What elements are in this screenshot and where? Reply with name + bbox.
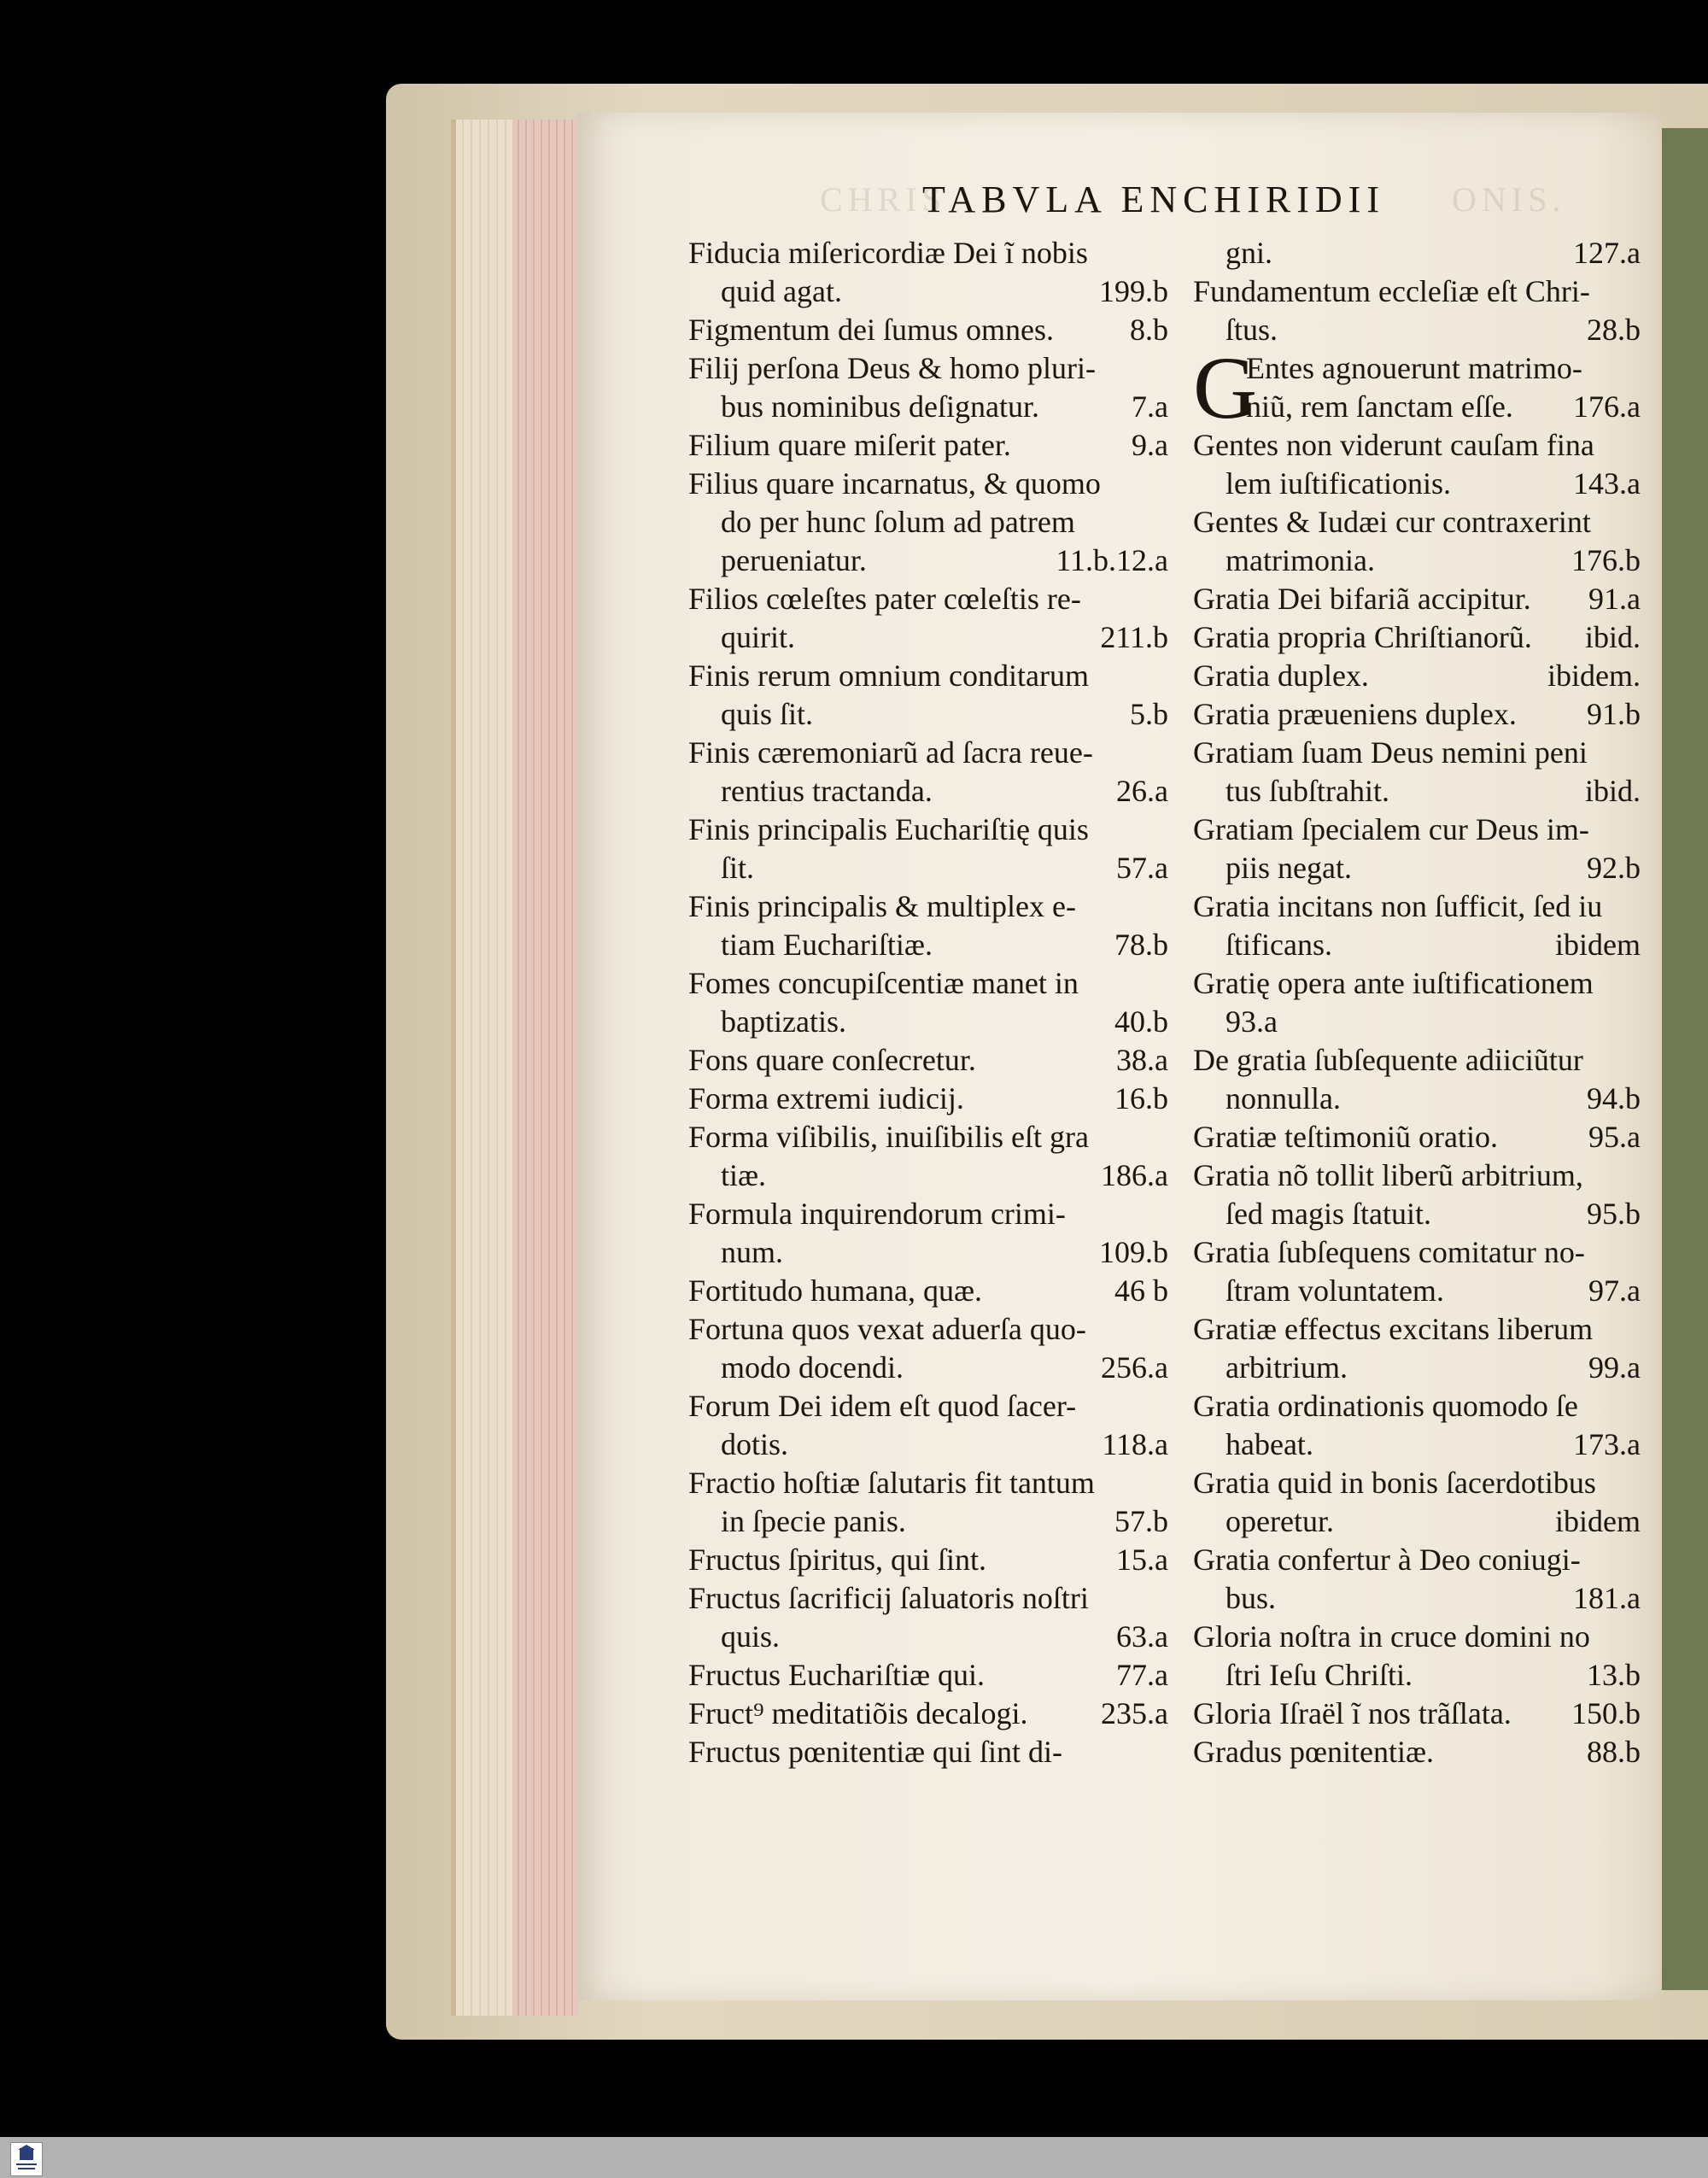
entry-text: Gratiæ teſtimoniũ oratio. [1193,1120,1498,1154]
entry-line [1193,311,1646,349]
page-reference: 77.a [1116,1658,1168,1692]
entry-line [688,388,1173,426]
page-reference: 95.b [1587,1197,1641,1231]
entry-text: Finis principalis Euchariſtię quis [688,812,1089,846]
entry-text: Gratia Dei bifariã accipitur. [1193,582,1531,616]
entry-line [688,1656,1173,1695]
entry-line [688,426,1173,465]
index-entry [688,1656,1173,1695]
index-entry [1193,618,1646,657]
entry-line [1193,849,1646,887]
index-entry [688,349,1173,426]
entry-line [688,1349,1173,1387]
entry-line [688,1502,1173,1541]
page-reference: ibidem [1555,928,1641,962]
entry-text: Gratiam ſpecialem cur Deus im- [1193,812,1589,846]
entry-text: Gratia præueniens duplex. [1193,697,1517,731]
entry-line [688,1618,1173,1656]
page-reference: 118.a [1102,1427,1168,1461]
index-entry [688,734,1173,811]
index-entry [688,887,1173,964]
entry-text: Figmentum dei ſumus omnes. [688,313,1054,347]
entry-line [1193,926,1646,964]
index-entry [1193,1387,1646,1464]
page-reference: 7.a [1132,389,1168,424]
page-reference: 150.b [1571,1696,1641,1730]
entry-text: Filius quare incarnatus, & quomo [688,466,1101,501]
entry-text: ſed magis ſtatuit. [1225,1197,1431,1231]
entry-line [1193,1502,1646,1541]
entry-line [688,695,1173,734]
entry-line [1193,503,1646,542]
entry-line [1193,734,1646,772]
entry-line [688,1233,1173,1272]
right-cover-board [1662,128,1708,1990]
entry-text: lem iuſtificationis. [1225,466,1451,501]
entry-text: Gradus pœnitentiæ. [1193,1735,1434,1769]
entry-line [688,1387,1173,1426]
entry-line [688,1733,1173,1771]
entry-text: ſit. [721,851,755,885]
page-reference: 176.b [1571,543,1641,577]
index-entry [1193,503,1646,580]
entry-line [688,1195,1173,1233]
entry-line [688,734,1173,772]
entry-line [688,1156,1173,1195]
page-reference: 26.a [1116,774,1168,808]
index-entry [688,1080,1173,1118]
index-entry [688,234,1173,311]
entry-text: Fortitudo humana, quæ. [688,1273,982,1308]
entry-line [1193,349,1646,388]
entry-text: bus. [1225,1581,1277,1615]
index-entry [1193,1156,1646,1233]
entry-line [688,1041,1173,1080]
entry-text: operetur. [1225,1504,1334,1538]
entry-line [1193,1195,1646,1233]
index-entry [688,311,1173,349]
entry-line [1193,1003,1646,1041]
entry-line [1193,465,1646,503]
index-entry [688,1118,1173,1195]
red-page-edges [512,120,579,2016]
entry-text: Gratiæ effectus excitans liberum [1193,1312,1594,1346]
entry-text: Fructus ſpiritus, qui ſint. [688,1543,987,1577]
index-entry [1193,234,1646,272]
index-entry [1193,657,1646,695]
entry-text: Gratia incitans non ſufficit, ſed iu [1193,889,1603,923]
page-reference: 57.b [1114,1504,1168,1538]
entry-line [1193,388,1646,426]
index-entry [688,1387,1173,1464]
entry-line [688,1118,1173,1156]
page-reference: 109.b [1099,1235,1168,1269]
entry-line [1193,1464,1646,1502]
entry-text: 93.a [1225,1004,1278,1039]
index-entry [1193,1541,1646,1618]
index-entry [1193,1310,1646,1387]
entry-text: Gentes & Iudæi cur contraxerint [1193,505,1591,539]
entry-text: Gratię opera ante iuſtificationem [1193,966,1594,1000]
entry-text: arbitrium. [1225,1350,1348,1385]
page-reference: 95.a [1588,1120,1641,1154]
entry-text: Fractio hoſtiæ ſalutaris fit tantum [688,1466,1095,1500]
entry-line [688,618,1173,657]
page-reference: 99.a [1588,1350,1641,1385]
index-entry [688,465,1173,580]
index-entry [1193,1733,1646,1771]
entry-line [688,465,1173,503]
entry-text: Formula inquirendorum crimi- [688,1197,1066,1231]
entry-line [688,964,1173,1003]
entry-text: Gratia ſubſequens comitatur no- [1193,1235,1585,1269]
entry-line [1193,811,1646,849]
entry-line [688,887,1173,926]
entry-text: gni. [1225,236,1273,270]
entry-text: baptizatis. [721,1004,846,1039]
index-entry [1193,1695,1646,1733]
index-entry [1193,1118,1646,1156]
page-reference: 92.b [1587,851,1641,885]
page-reference: 28.b [1587,313,1641,347]
page-reference: 94.b [1587,1081,1641,1115]
page-reference: 88.b [1587,1735,1641,1769]
entry-text: bus nominibus deſignatur. [721,389,1039,424]
entry-text: De gratia ſubſequente adiiciũtur [1193,1043,1583,1077]
entry-text: num. [721,1235,784,1269]
index-entry [1193,887,1646,964]
entry-text: Forma extremi iudicij. [688,1081,964,1115]
index-entry [688,580,1173,657]
entry-line [1193,1618,1646,1656]
entry-line [1193,1733,1646,1771]
entry-text: habeat. [1225,1427,1313,1461]
entry-line [688,234,1173,272]
entry-line [688,657,1173,695]
entry-text: Gloria noſtra in cruce domini no [1193,1619,1590,1654]
entry-text: Filios cœleſtes pater cœleſtis re- [688,582,1081,616]
index-entry [688,1579,1173,1656]
entry-text: ſtus. [1225,313,1278,347]
entry-text: tiam Euchariſtiæ. [721,928,933,962]
page-reference: 8.b [1130,313,1168,347]
page-reference: 5.b [1130,697,1168,731]
page-reference: 186.a [1101,1158,1168,1192]
index-entry [1193,964,1646,1041]
library-logo-icon [10,2142,43,2176]
index-entry [1193,1618,1646,1695]
page-reference: ibid. [1584,620,1641,654]
index-entry [688,964,1173,1041]
index-entry [688,1195,1173,1272]
page-reference: 199.b [1099,274,1168,308]
entry-line [688,580,1173,618]
entry-line [1193,1272,1646,1310]
drop-cap-letter: G [1193,339,1258,437]
entry-line [1193,234,1646,272]
entry-text: Forma viſibilis, inuiſibilis eſt gra [688,1120,1089,1154]
entry-text: Gloria Iſraël ĩ nos trãſlata. [1193,1696,1512,1730]
entry-text: dotis. [721,1427,789,1461]
entry-text: quis. [721,1619,781,1654]
index-entry [1193,272,1646,349]
viewer-footer-bar [0,2137,1708,2178]
index-entry [688,1272,1173,1310]
entry-line [688,1426,1173,1464]
page-reference: 13.b [1587,1658,1641,1692]
page-reference: 176.a [1573,389,1641,424]
entry-line [1193,1695,1646,1733]
entry-line [688,272,1173,311]
entry-line [688,849,1173,887]
entry-text: quirit. [721,620,795,654]
page-reference: 91.b [1587,697,1641,731]
index-entry [1193,580,1646,618]
entry-line [1193,1156,1646,1195]
entry-line [688,926,1173,964]
entry-line [688,1541,1173,1579]
page-reference: 181.a [1573,1581,1641,1615]
page-reference: 211.b [1100,620,1168,654]
entry-line [688,811,1173,849]
index-entry [1193,1464,1646,1541]
page-reference: ibidem. [1547,659,1641,693]
entry-line [688,1310,1173,1349]
index-entry [1193,426,1646,503]
entry-text: rentius tractanda. [721,774,933,808]
entry-text: Fructus pœnitentiæ qui ſint di- [688,1735,1062,1769]
entry-line [688,1272,1173,1310]
entry-text: Finis rerum omnium conditarum [688,659,1089,693]
entry-text: Gratiam ſuam Deus nemini peni [1193,735,1588,770]
page-reference: 78.b [1114,928,1168,962]
entry-text: niũ, rem ſanctam eſſe. [1246,389,1513,424]
entry-text: Filium quare miſerit pater. [688,428,1011,462]
entry-line [1193,695,1646,734]
page-reference: 91.a [1588,582,1641,616]
page-reference: 235.a [1101,1696,1168,1730]
entry-line [1193,1579,1646,1618]
page-reference: 256.a [1101,1350,1168,1385]
entry-text: matrimonia. [1225,543,1375,577]
entry-text: Gratia quid in bonis ſacerdotibus [1193,1466,1596,1500]
entry-line [688,1080,1173,1118]
index-entry [688,426,1173,465]
entry-text: Gratia confertur à Deo coniugi- [1193,1543,1581,1577]
entry-text: Gratia duplex. [1193,659,1369,693]
page-header-title: TABVLA ENCHIRIDII [922,179,1385,220]
entry-line [1193,580,1646,618]
entry-text: piis negat. [1225,851,1352,885]
index-entry [688,1695,1173,1733]
entry-line [688,1003,1173,1041]
entry-line [688,772,1173,811]
index-entry [1193,1041,1646,1118]
entry-line [1193,1541,1646,1579]
index-entry [1193,811,1646,887]
index-entry [688,1733,1173,1771]
entry-text: Gratia propria Chriſtianorũ. [1193,620,1532,654]
page-reference: 63.a [1116,1619,1168,1654]
page-reference: 127.a [1573,236,1641,270]
entry-text: tiæ. [721,1158,767,1192]
index-entry [1193,734,1646,811]
index-entry [688,811,1173,887]
entry-line [1193,1080,1646,1118]
entry-line [1193,964,1646,1003]
entry-line [1193,1349,1646,1387]
entry-text: Filij perſona Deus & homo pluri- [688,351,1096,385]
entry-line [1193,1041,1646,1080]
entry-text: perueniatur. [721,543,867,577]
entry-text: Fructus ſacrificij ſaluatoris noſtri [688,1581,1089,1615]
entry-text: ſtri Ieſu Chriſti. [1225,1658,1413,1692]
entry-line [1193,618,1646,657]
entry-line [1193,1426,1646,1464]
index-entry [688,1041,1173,1080]
entry-line [1193,887,1646,926]
entry-text: do per hunc ſolum ad patrem [721,505,1075,539]
entry-text: Finis cæremoniarũ ad ſacra reue- [688,735,1093,770]
index-entry [1193,695,1646,734]
entry-text: Gratia ordinationis quomodo ſe [1193,1389,1578,1423]
entry-text: Fundamentum eccleſiæ eſt Chri- [1193,274,1590,308]
entry-text: ſtificans. [1225,928,1332,962]
entry-text: Finis principalis & multiplex e- [688,889,1076,923]
entry-line [1193,1656,1646,1695]
page-reference: 173.a [1573,1427,1641,1461]
entry-text: Fruct⁹ meditatiõis decalogi. [688,1696,1028,1730]
entry-text: nonnulla. [1225,1081,1341,1115]
entry-text: Fructus Euchariſtiæ qui. [688,1658,985,1692]
entry-line [1193,1387,1646,1426]
index-column-right [1193,234,1646,1771]
entry-line [688,503,1173,542]
entry-line [688,1464,1173,1502]
entry-text: Entes agnouerunt matrimo- [1246,351,1582,385]
entry-line [1193,272,1646,311]
entry-line [688,311,1173,349]
entry-text: Fons quare conſecretur. [688,1043,976,1077]
entry-line [688,1579,1173,1618]
page-reference: 38.a [1116,1043,1168,1077]
entry-line [1193,1233,1646,1272]
entry-text: tus ſubſtrahit. [1225,774,1389,808]
entry-line [688,1695,1173,1733]
index-entry [688,1464,1173,1541]
entry-line [1193,1310,1646,1349]
entry-line [1193,1118,1646,1156]
page-reference: 143.a [1573,466,1641,501]
entry-line [688,542,1173,580]
index-entry [1193,1233,1646,1310]
page-reference: 16.b [1114,1081,1168,1115]
entry-text: Forum Dei idem eſt quod ſacer- [688,1389,1077,1423]
entry-text: Gratia nõ tollit liberũ arbitrium, [1193,1158,1583,1192]
entry-text: Fiducia miſericordiæ Dei ĩ nobis [688,236,1088,270]
entry-line [1193,772,1646,811]
entry-line [1193,542,1646,580]
entry-text: quis ſit. [721,697,814,731]
entry-text: in ſpecie panis. [721,1504,906,1538]
entry-text: modo docendi. [721,1350,904,1385]
entry-text: Fomes concupiſcentiæ manet in [688,966,1079,1000]
page-reference: 46 b [1114,1273,1168,1308]
page-reference: 57.a [1116,851,1168,885]
entry-text: Gentes non viderunt cauſam fina [1193,428,1594,462]
page-reference: 9.a [1132,428,1168,462]
entry-line [688,349,1173,388]
index-column-left [688,234,1173,1771]
index-entry [688,1541,1173,1579]
page-reference: ibidem [1555,1504,1641,1538]
entry-line [1193,657,1646,695]
entry-text: ſtram voluntatem. [1225,1273,1444,1308]
index-entry [688,1310,1173,1387]
page-reference: ibid. [1584,774,1641,808]
page-reference: 40.b [1114,1004,1168,1039]
index-entry [1193,339,1646,437]
entry-line [1193,426,1646,465]
page-reference: 97.a [1588,1273,1641,1308]
index-entry [688,657,1173,734]
page-reference: 11.b.12.a [1056,543,1168,577]
entry-text: quid agat. [721,274,842,308]
page-reference: 15.a [1116,1543,1168,1577]
entry-text: Fortuna quos vexat aduerſa quo- [688,1312,1086,1346]
